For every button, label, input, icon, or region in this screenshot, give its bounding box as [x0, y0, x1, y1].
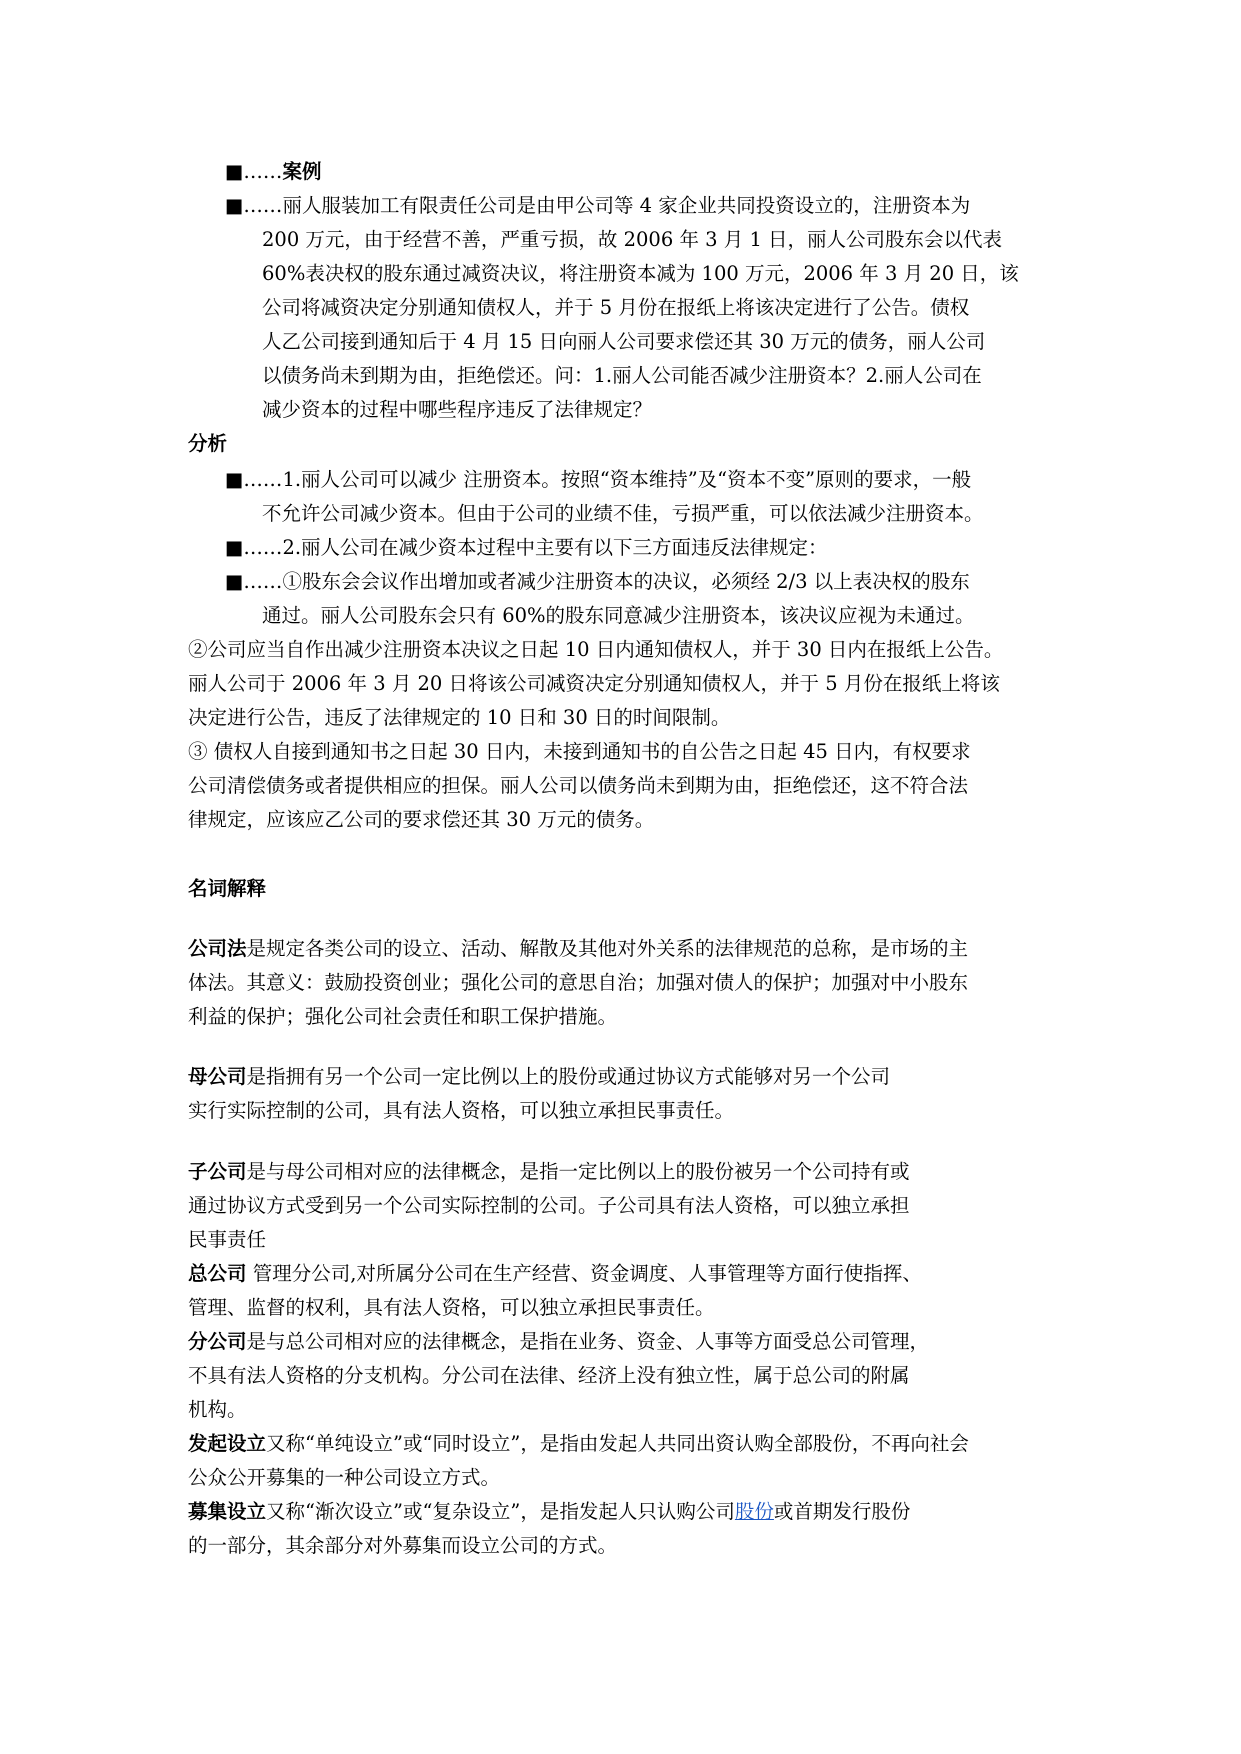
- term-branch: [188, 1330, 929, 1354]
- case-heading-text: 案例: [282, 160, 322, 183]
- analysis-line: 决定进行公告，违反了法律规定的 10 日和 30 日的时间限制。: [188, 706, 731, 729]
- term-line: 公众公开募集的一种公司设立方式。: [188, 1466, 501, 1489]
- case-line: 减少资本的过程中哪些程序违反了法律规定？: [262, 398, 653, 421]
- analysis-line: [225, 536, 828, 560]
- term-line: 管理、监督的权利，具有法人资格，可以独立承担民事责任。: [188, 1296, 715, 1319]
- analysis-line: ③ 债权人自接到通知书之日起 30 日内，未接到通知书的自公告之日起 45 日内，有权要求: [188, 740, 971, 763]
- case-line: 以债务尚未到期为由，拒绝偿还。问：1.丽人公司能否减少注册资本？2.丽人公司在: [262, 364, 982, 387]
- term-promotion: [188, 1432, 969, 1456]
- analysis-line: 公司清偿债务或者提供相应的担保。丽人公司以债务尚未到期为由，拒绝偿还，这不符合法: [188, 774, 969, 797]
- analysis-line: [225, 570, 970, 594]
- bullet-marker: ■……: [225, 194, 283, 217]
- analysis-line: 丽人公司于 2006 年 3 月 20 日将该公司减资决定分别通知债权人，并于 5 月份在报纸上将该: [188, 672, 1000, 695]
- term-title: 募集设立: [188, 1500, 267, 1523]
- term-text: 管理分公司,对所属分公司在生产经营、资金调度、人事管理等方面行使指挥、: [246, 1262, 922, 1285]
- term-text: 或首期发行股份: [773, 1500, 911, 1523]
- case-line: 公司将减资决定分别通知债权人，并于 5 月份在报纸上将该决定进行了公告。债权: [262, 296, 970, 319]
- term-line: 机构。: [188, 1398, 247, 1421]
- analysis-line: 通过。丽人公司股东会只有 60%的股东同意减少注册资本，该决议应视为未通过。: [262, 604, 975, 627]
- term-title: 母公司: [188, 1065, 247, 1088]
- term-title: 公司法: [188, 937, 247, 960]
- bullet-marker: ■……: [225, 468, 283, 491]
- analysis-line: 不允许公司减少资本。但由于公司的业绩不佳，亏损严重，可以依法减少注册资本。: [262, 502, 984, 525]
- term-company-law: [188, 937, 968, 961]
- term-title: 分公司: [188, 1330, 247, 1353]
- term-line: 不具有法人资格的分支机构。分公司在法律、经济上没有独立性，属于总公司的附属: [188, 1364, 910, 1387]
- term-text: 又称“渐次设立”或“复杂设立”，是指发起人只认购公司: [266, 1500, 735, 1523]
- term-offering: [188, 1500, 910, 1524]
- case-line: 60%表决权的股东通过减资决议，将注册资本减为 100 万元，2006 年 3 月 20 日，该: [262, 262, 1019, 285]
- term-title: 子公司: [188, 1160, 247, 1183]
- term-line: 民事责任: [188, 1228, 267, 1251]
- term-head-office: [188, 1262, 922, 1286]
- shares-link[interactable]: 股份: [734, 1500, 774, 1523]
- case-text: 丽人服装加工有限责任公司是由甲公司等 4 家企业共同投资设立的，注册资本为: [282, 194, 971, 217]
- bullet-marker: ■……: [225, 160, 283, 183]
- case-line: 200 万元，由于经营不善，严重亏损，故 2006 年 3 月 1 日，丽人公司股东会以代表: [262, 228, 1003, 251]
- analysis-line: ②公司应当自作出减少注册资本决议之日起 10 日内通知债权人，并于 30 日内在报纸上公告。: [188, 638, 1004, 661]
- case-line: 人乙公司接到通知后于 4 月 15 日向丽人公司要求偿还其 30 万元的债务，丽人公司: [262, 330, 986, 353]
- term-line: 实行实际控制的公司，具有法人资格，可以独立承担民事责任。: [188, 1099, 735, 1122]
- term-parent: [188, 1065, 890, 1089]
- term-text: 是指拥有另一个公司一定比例以上的股份或通过协议方式能够对另一个公司: [246, 1065, 891, 1088]
- bullet-marker: ■……: [225, 536, 283, 559]
- term-line: 利益的保护；强化公司社会责任和职工保护措施。: [188, 1005, 618, 1028]
- term-text: 是与总公司相对应的法律概念，是指在业务、资金、人事等方面受总公司管理，: [246, 1330, 930, 1353]
- terms-heading: 名词解释: [188, 877, 267, 900]
- analysis-text: ①股东会会议作出增加或者减少注册资本的决议，必须经 2/3 以上表决权的股东: [282, 570, 970, 593]
- term-title: 总公司: [188, 1262, 247, 1285]
- analysis-line: [225, 468, 971, 492]
- term-subsidiary: [188, 1160, 910, 1184]
- term-line: 的一部分，其余部分对外募集而设立公司的方式。: [188, 1534, 618, 1557]
- analysis-heading: 分析: [188, 432, 228, 455]
- case-heading: [225, 160, 321, 184]
- analysis-text: 1.丽人公司可以减少 注册资本。按照“资本维持”及“资本不变”原则的要求，一般: [282, 468, 972, 491]
- analysis-line: 律规定，应该应乙公司的要求偿还其 30 万元的债务。: [188, 808, 655, 831]
- term-line: 体法。其意义：鼓励投资创业；强化公司的意思自治；加强对债人的保护；加强对中小股东: [188, 971, 969, 994]
- term-line: 通过协议方式受到另一个公司实际控制的公司。子公司具有法人资格，可以独立承担: [188, 1194, 910, 1217]
- term-title: 发起设立: [188, 1432, 267, 1455]
- term-text: 又称“单纯设立”或“同时设立”，是指由发起人共同出资认购全部股份，不再向社会: [266, 1432, 969, 1455]
- bullet-marker: ■……: [225, 570, 283, 593]
- case-line: [225, 194, 970, 218]
- analysis-text: 2.丽人公司在减少资本过程中主要有以下三方面违反法律规定：: [282, 536, 828, 559]
- term-text: 是规定各类公司的设立、活动、解散及其他对外关系的法律规范的总称，是市场的主: [246, 937, 969, 960]
- term-text: 是与母公司相对应的法律概念，是指一定比例以上的股份被另一个公司持有或: [246, 1160, 910, 1183]
